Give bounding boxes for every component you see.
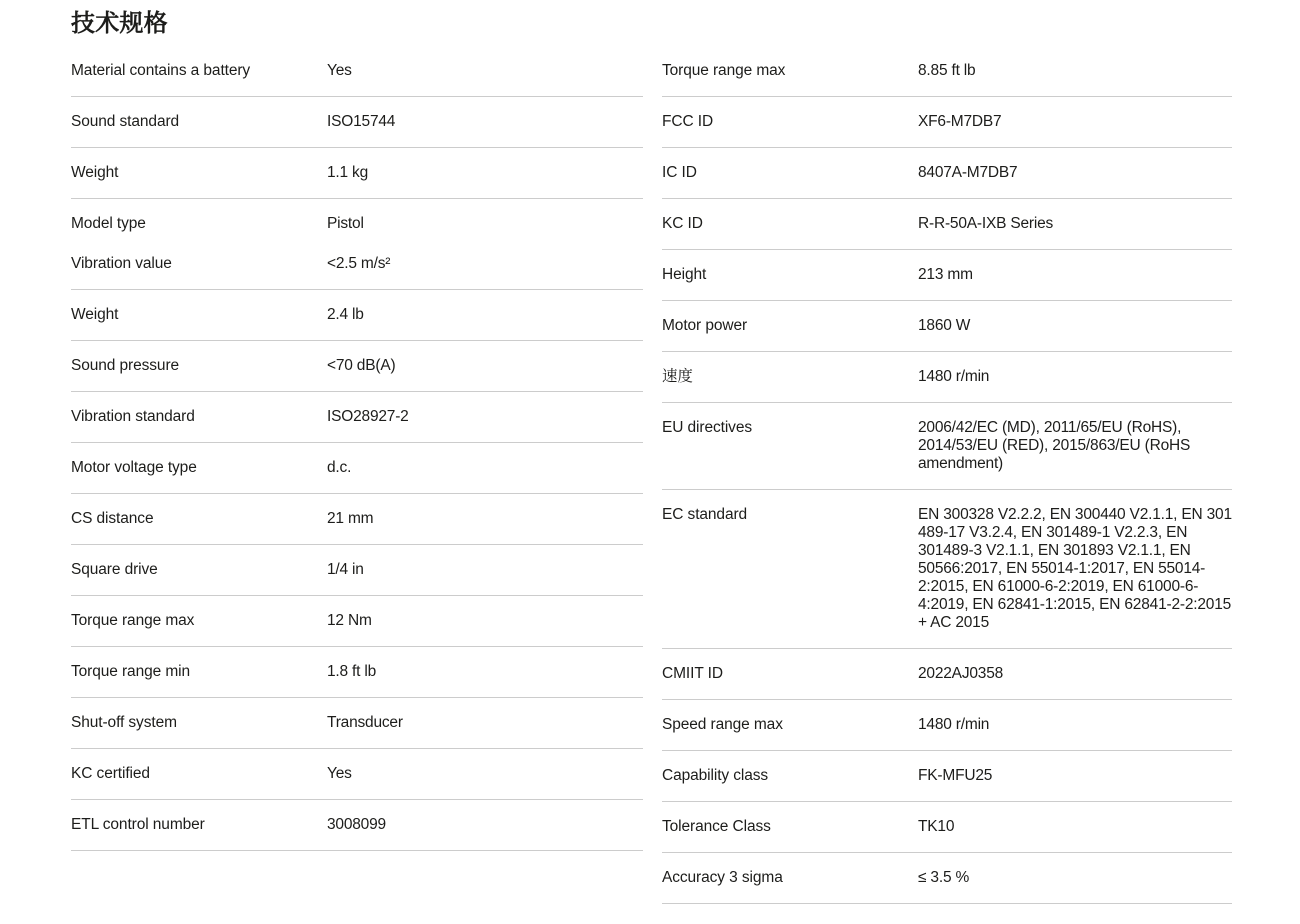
spec-row-group <box>662 490 1232 649</box>
spec-label: Weight <box>71 306 119 323</box>
spec-row-group <box>662 403 1232 490</box>
spec-value: Pistol <box>327 215 364 232</box>
spec-value: Transducer <box>327 714 403 731</box>
spec-row-group <box>71 698 643 749</box>
spec-value: 1/4 in <box>327 561 364 578</box>
spec-value: 8407A-M7DB7 <box>918 164 1018 181</box>
spec-label: Square drive <box>71 561 158 578</box>
spec-value: 1860 W <box>918 317 971 334</box>
spec-row <box>71 816 643 834</box>
spec-value: TK10 <box>918 818 955 835</box>
spec-label: Sound pressure <box>71 357 180 374</box>
spec-row-group <box>662 148 1232 199</box>
spec-value: R-R-50A-IXB Series <box>918 215 1054 232</box>
spec-row-group <box>662 853 1232 904</box>
spec-column-right <box>662 46 1232 904</box>
spec-row-group <box>71 443 643 494</box>
spec-row <box>71 164 643 182</box>
spec-row <box>662 215 1232 233</box>
spec-row <box>662 869 1232 887</box>
spec-row <box>71 62 643 80</box>
spec-row-group <box>71 494 643 545</box>
spec-value: 2006/42/EC (MD), 2011/65/EU (RoHS), 2014/53/EU (RED), 2015/863/EU (RoHS amendment) <box>918 419 1191 472</box>
spec-label: Speed range max <box>662 716 783 733</box>
spec-label: Material contains a battery <box>71 62 251 79</box>
spec-row-group <box>662 199 1232 250</box>
spec-row <box>71 510 643 528</box>
spec-row-group <box>662 46 1232 97</box>
spec-row <box>71 663 643 681</box>
spec-label: KC certified <box>71 765 150 782</box>
spec-value: 213 mm <box>918 266 973 283</box>
spec-label: EU directives <box>662 419 753 436</box>
spec-value: Yes <box>327 62 352 79</box>
spec-row-group <box>662 301 1232 352</box>
spec-label: Vibration standard <box>71 408 195 425</box>
spec-row <box>662 506 1232 632</box>
spec-row-group <box>71 148 643 199</box>
spec-row-group <box>662 751 1232 802</box>
spec-row <box>662 113 1232 131</box>
spec-row <box>662 368 1232 386</box>
spec-value: 8.85 ft lb <box>918 62 976 79</box>
spec-label: Height <box>662 266 707 283</box>
spec-label: Torque range min <box>71 663 191 680</box>
spec-row-group <box>662 97 1232 148</box>
spec-table <box>71 46 1232 904</box>
spec-label: IC ID <box>662 164 697 181</box>
spec-value: ≤ 3.5 % <box>918 869 970 886</box>
spec-row-group <box>71 800 643 851</box>
spec-row-group <box>662 802 1232 853</box>
spec-row <box>71 215 643 233</box>
spec-row-group <box>71 341 643 392</box>
spec-value: FK-MFU25 <box>918 767 993 784</box>
spec-value: 1480 r/min <box>918 716 990 733</box>
spec-label: CMIIT ID <box>662 665 723 682</box>
spec-row <box>71 408 643 426</box>
spec-row-group <box>71 392 643 443</box>
spec-row <box>71 357 643 375</box>
spec-row <box>71 459 643 477</box>
spec-row <box>71 561 643 579</box>
spec-label: ETL control number <box>71 816 205 833</box>
spec-label: CS distance <box>71 510 154 527</box>
spec-value: EN 300328 V2.2.2, EN 300440 V2.1.1, EN 301 489-17 V3.2.4, EN 301489-1 V2.2.3, EN 301489-3 V2.1.1, EN 301893 V2.1.1, EN 50566:2017, EN 55014-1:2017, EN 55014-2:2015, EN 61000-6-2:2019, EN 61000-6-4:2019, EN 62841-1:2015, EN 62841-2-2:2015 + AC 2015 <box>918 506 1232 631</box>
spec-label: Sound standard <box>71 113 180 130</box>
spec-row <box>662 716 1232 734</box>
spec-value: XF6-M7DB7 <box>918 113 1002 130</box>
spec-value: ISO28927-2 <box>327 408 409 425</box>
spec-row <box>662 818 1232 836</box>
spec-label: Model type <box>71 215 146 232</box>
spec-row <box>662 164 1232 182</box>
spec-row-group <box>662 352 1232 403</box>
spec-row <box>662 767 1232 785</box>
spec-row <box>662 419 1232 473</box>
spec-label: KC ID <box>662 215 703 232</box>
spec-value: 3008099 <box>327 816 386 833</box>
spec-value: 2.4 lb <box>327 306 364 323</box>
spec-label: Shut-off system <box>71 714 177 731</box>
page-title: 技术规格 <box>71 10 168 37</box>
spec-row <box>71 765 643 783</box>
spec-label: Torque range max <box>662 62 786 79</box>
spec-value: ISO15744 <box>327 113 396 130</box>
spec-value: 1480 r/min <box>918 368 990 385</box>
spec-row-group <box>71 46 643 97</box>
spec-label: Motor power <box>662 317 748 334</box>
spec-value: <70 dB(A) <box>327 357 396 374</box>
spec-row <box>71 612 643 630</box>
spec-label: Vibration value <box>71 255 172 272</box>
spec-label: FCC ID <box>662 113 714 130</box>
spec-row <box>662 62 1232 80</box>
spec-row <box>71 113 643 131</box>
spec-value: d.c. <box>327 459 352 476</box>
spec-row-group <box>71 290 643 341</box>
spec-row <box>662 266 1232 284</box>
spec-row-group <box>71 647 643 698</box>
spec-value: <2.5 m/s² <box>327 255 391 272</box>
spec-row-group <box>71 749 643 800</box>
spec-value: 21 mm <box>327 510 374 527</box>
spec-row-group <box>71 97 643 148</box>
spec-row-group <box>662 700 1232 751</box>
spec-value: 2022AJ0358 <box>918 665 1004 682</box>
spec-column-left <box>71 46 643 851</box>
spec-label: EC standard <box>662 506 748 523</box>
spec-value: 12 Nm <box>327 612 372 629</box>
spec-value: Yes <box>327 765 352 782</box>
spec-label: 速度 <box>662 368 693 385</box>
spec-row <box>662 665 1232 683</box>
spec-label: Weight <box>71 164 119 181</box>
spec-label: Capability class <box>662 767 769 784</box>
spec-label: Accuracy 3 sigma <box>662 869 783 886</box>
spec-row-group <box>71 545 643 596</box>
spec-value: 1.8 ft lb <box>327 663 377 680</box>
spec-row-group <box>662 250 1232 301</box>
spec-row-group <box>662 649 1232 700</box>
spec-value: 1.1 kg <box>327 164 369 181</box>
spec-row-group <box>71 596 643 647</box>
spec-label: Tolerance Class <box>662 818 771 835</box>
spec-row <box>662 317 1232 335</box>
spec-row-group <box>71 199 643 290</box>
spec-label: Motor voltage type <box>71 459 197 476</box>
spec-row <box>71 714 643 732</box>
spec-label: Torque range max <box>71 612 195 629</box>
spec-row <box>71 255 643 273</box>
spec-row <box>71 306 643 324</box>
